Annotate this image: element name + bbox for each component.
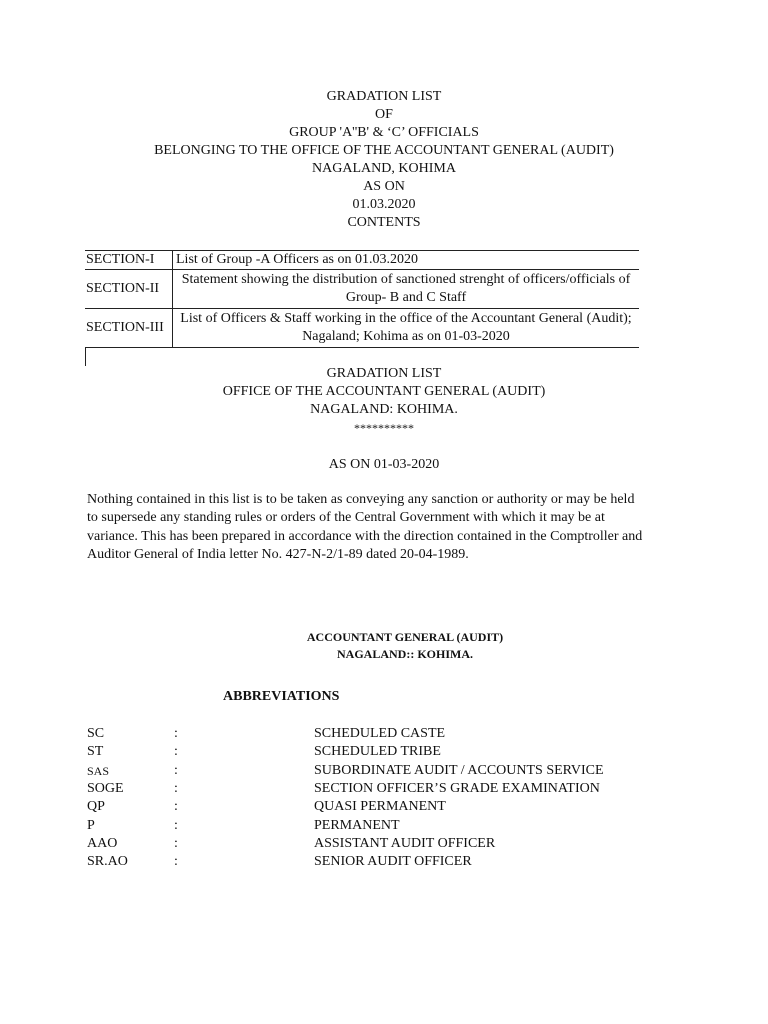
abbreviation-meaning: SCHEDULED CASTE xyxy=(314,726,446,741)
abbreviation-meaning: SENIOR AUDIT OFFICER xyxy=(314,854,472,869)
table-border-stub xyxy=(85,348,86,366)
contents-heading: CONTENTS xyxy=(347,215,421,230)
list-item xyxy=(0,725,768,743)
list-item xyxy=(0,798,768,816)
location-heading: NAGALAND: KOHIMA. xyxy=(310,402,458,417)
title-line-5: NAGALAND, KOHIMA xyxy=(312,161,456,176)
title-line-1: GRADATION LIST xyxy=(326,89,442,104)
abbreviation-separator: : xyxy=(174,818,178,833)
section-cell: SECTION-III xyxy=(85,309,173,348)
table-row xyxy=(85,251,639,270)
abbreviation-meaning: PERMANENT xyxy=(314,818,400,833)
abbreviation-code: P xyxy=(87,818,95,833)
title-line-3: GROUP 'A''B' & ‘C’ OFFICIALS xyxy=(289,125,479,140)
table-row xyxy=(85,270,639,309)
title-line-7: 01.03.2020 xyxy=(352,197,416,212)
list-item xyxy=(0,743,768,761)
abbreviation-separator: : xyxy=(174,726,178,741)
abbreviation-code: QP xyxy=(87,799,105,814)
abbreviation-separator: : xyxy=(174,781,178,796)
separator-stars: ********** xyxy=(354,421,414,435)
abbreviation-meaning: QUASI PERMANENT xyxy=(314,799,446,814)
abbreviation-code: ST xyxy=(87,744,104,759)
abbreviation-separator: : xyxy=(174,763,178,778)
office-title: ACCOUNTANT GENERAL (AUDIT) xyxy=(306,630,504,644)
section-cell: SECTION-II xyxy=(85,270,173,309)
abbreviation-meaning: SUBORDINATE AUDIT / ACCOUNTS SERVICE xyxy=(314,763,604,778)
list-item xyxy=(0,762,768,780)
description-cell: Statement showing the distribution of sanctioned strenght of officers/officials of Group- B and C Staff xyxy=(173,270,640,309)
abbreviations-heading: ABBREVIATIONS xyxy=(223,689,340,704)
abbreviation-separator: : xyxy=(174,799,178,814)
abbreviation-code: SR.AO xyxy=(87,854,128,869)
contents-table xyxy=(85,250,639,348)
list-item xyxy=(0,817,768,835)
as-on-date: AS ON 01-03-2020 xyxy=(328,457,440,472)
disclaimer-paragraph: Nothing contained in this list is to be taken as conveying any sanction or authority or may be held to supersede any standing rules or orders of the Central Government with which it may be at variance. This has been prepared in accordance with the direction contained in the Comptroller and Auditor General of India letter No. 427-N-2/1-89 dated 20-04-1989. xyxy=(87,492,643,563)
abbreviation-separator: : xyxy=(174,836,178,851)
description-cell: List of Officers & Staff working in the office of the Accountant General (Audit); Nagaland; Kohima as on 01-03-2020 xyxy=(173,309,640,348)
abbreviation-code: AAO xyxy=(87,836,118,851)
description-cell: List of Group -A Officers as on 01.03.2020 xyxy=(173,251,640,270)
abbreviation-meaning: ASSISTANT AUDIT OFFICER xyxy=(314,836,496,851)
table-row xyxy=(85,309,639,348)
abbreviation-meaning: SECTION OFFICER’S GRADE EXAMINATION xyxy=(314,781,600,796)
list-item xyxy=(0,835,768,853)
title-line-2: OF xyxy=(375,107,393,122)
gradation-heading: GRADATION LIST xyxy=(326,366,442,381)
office-heading: OFFICE OF THE ACCOUNTANT GENERAL (AUDIT) xyxy=(222,384,546,399)
section-cell: SECTION-I xyxy=(85,251,173,270)
office-location: NAGALAND:: KOHIMA. xyxy=(337,647,473,661)
abbreviation-code: SC xyxy=(87,726,105,741)
abbreviation-code: SOGE xyxy=(87,781,124,796)
title-line-4: BELONGING TO THE OFFICE OF THE ACCOUNTANT GENERAL (AUDIT) xyxy=(154,143,614,158)
list-item xyxy=(0,780,768,798)
abbreviation-meaning: SCHEDULED TRIBE xyxy=(314,744,441,759)
list-item xyxy=(0,853,768,871)
title-line-6: AS ON xyxy=(363,179,405,194)
abbreviation-separator: : xyxy=(174,854,178,869)
abbreviation-separator: : xyxy=(174,744,178,759)
abbreviation-code: SAS xyxy=(87,764,110,778)
